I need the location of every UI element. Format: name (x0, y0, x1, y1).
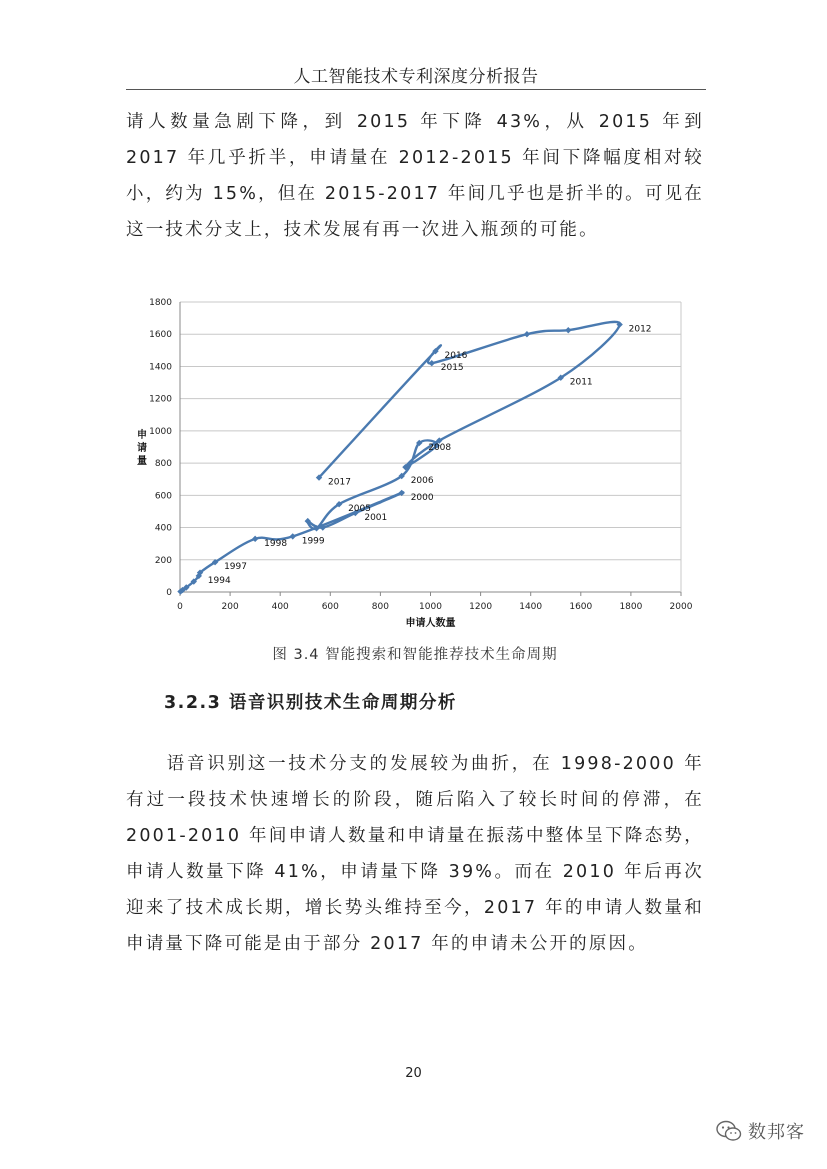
lifecycle-chart-svg (126, 288, 701, 633)
x-tick-label: 400 (271, 602, 289, 612)
x-tick-label: 200 (221, 602, 239, 612)
y-tick-label: 1000 (149, 426, 172, 437)
data-point-label: 2016 (444, 351, 468, 362)
figure-caption: 图 3.4 智能搜索和智能推荐技术生命周期 (272, 647, 558, 663)
y-tick-label: 600 (154, 491, 172, 502)
y-axis-label-char: 请 (137, 443, 147, 454)
y-tick-label: 800 (154, 459, 172, 470)
y-axis-label (137, 428, 147, 467)
data-point-label: 2017 (328, 477, 351, 488)
x-tick-label: 1600 (569, 602, 593, 612)
x-tick-label: 1200 (469, 602, 493, 612)
y-tick-label: 400 (154, 523, 172, 534)
data-point-label: 2015 (440, 363, 464, 374)
data-point-marker (429, 360, 435, 366)
series-line (181, 322, 620, 592)
x-tick-label: 0 (177, 602, 183, 612)
watermark-text: 数邦客 (748, 1122, 805, 1143)
body-paragraph-2 (126, 746, 704, 962)
header-divider (126, 89, 706, 90)
page-header-title: 人工智能技术专利深度分析报告 (293, 67, 539, 87)
y-tick-label: 1800 (149, 298, 172, 308)
data-point-marker (565, 327, 571, 333)
data-point-label: 2011 (569, 377, 593, 388)
data-point-label: 2006 (410, 476, 434, 486)
section-heading: 3.2.3 语音识别技术生命周期分析 (164, 693, 457, 713)
y-tick-label: 1200 (149, 394, 172, 405)
chart-markers (177, 321, 623, 594)
x-tick-label: 2000 (669, 602, 693, 612)
lifecycle-chart (126, 288, 701, 637)
data-point-label: 2001 (364, 513, 388, 524)
data-point-label: 2008 (428, 442, 452, 453)
x-tick-label: 1800 (619, 602, 643, 612)
data-point-label: 2000 (410, 492, 434, 503)
data-point-label: 1994 (207, 575, 231, 586)
x-tick-label: 1400 (519, 602, 543, 612)
data-point-label: 2012 (628, 324, 652, 335)
x-tick-label: 800 (371, 602, 389, 612)
y-tick-label: 0 (166, 588, 172, 598)
x-axis-label: 申请人数量 (405, 618, 456, 629)
body-paragraph-2-text: 语音识别这一技术分支的发展较为曲折，在 1998-2000 年有过一段技术快速增长的阶段，随后陷入了较长时间的停滞，在 2001-2010 年间申请人数量和申请量在振荡中整体呈下降态势，申请人数量下降 41%，申请量下降 39%。而在 2010 年后再次迎来了技术成长期，增长势头维持至今，2017 年的申请人数量和申请量下降可能是由于部分 2017 年的申请未公开的原因。 (126, 754, 704, 954)
data-point-label: 1997 (224, 562, 247, 573)
y-axis-label-char: 申 (137, 430, 147, 441)
y-tick-label: 200 (154, 555, 172, 566)
wechat-icon (716, 1120, 742, 1142)
x-tick-label: 1000 (419, 602, 442, 612)
data-point-marker (252, 536, 258, 542)
y-tick-label: 1400 (149, 362, 172, 373)
y-axis-label-char: 量 (137, 456, 147, 467)
body-paragraph-1: 请人数量急剧下降，到 2015 年下降 43%，从 2015 年到 2017 年几乎折半，申请量在 2012-2015 年间下降幅度相对较小，约为 15%，但在 2015-2017 年间几乎也是折半的。可见在这一技术分支上，技术发展有再一次进入瓶颈的可能。 (126, 112, 704, 240)
data-point-marker (524, 331, 530, 337)
x-tick-label: 600 (321, 602, 339, 612)
data-point-marker (290, 533, 296, 539)
data-point-label: 1998 (264, 538, 288, 549)
data-point-label: 2005 (348, 504, 371, 515)
data-point-label: 1999 (301, 536, 325, 547)
page-number: 20 (405, 1066, 422, 1081)
y-tick-label: 1600 (149, 330, 172, 341)
watermark (716, 1118, 805, 1144)
